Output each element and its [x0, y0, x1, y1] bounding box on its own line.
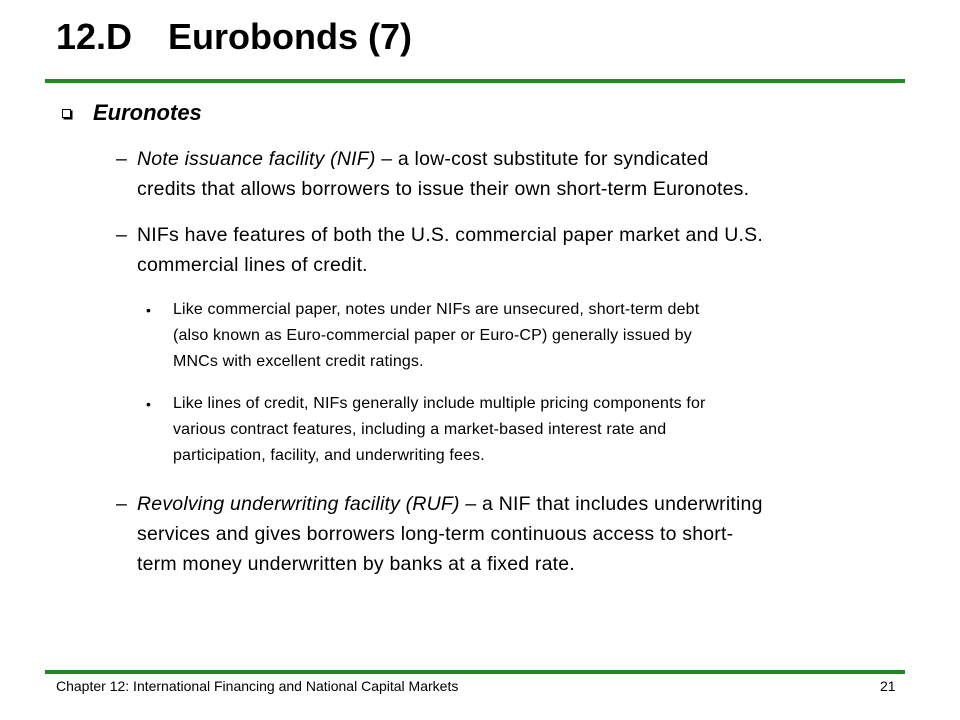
bullet-line: services and gives borrowers long-term continuous access to short-: [137, 523, 734, 545]
title-text: Eurobonds (7): [168, 16, 412, 57]
sub-bullet-line: MNCs with excellent credit ratings.: [173, 353, 424, 370]
sub-bullet-line: Like commercial paper, notes under NIFs are unsecured, short-term debt: [173, 301, 700, 318]
dash-bullet: –: [116, 493, 128, 515]
dot-bullet: •: [146, 302, 152, 318]
section-heading: Euronotes: [93, 100, 202, 125]
sub-bullet-lines-of-credit: [146, 391, 906, 469]
bullet-line: NIFs have features of both the U.S. commercial paper market and U.S.: [137, 224, 763, 246]
dot-bullet: •: [146, 396, 152, 412]
title-number: 12.D: [56, 16, 133, 57]
bullet-item-nif-features: [116, 220, 916, 280]
slide-title: [56, 16, 412, 58]
footer-divider: [45, 670, 905, 674]
sub-bullet-line: Like lines of credit, NIFs generally include multiple pricing components for: [173, 395, 706, 412]
sub-bullet-line: various contract features, including a market-based interest rate and: [173, 421, 667, 438]
footer-chapter: Chapter 12: International Financing and National Capital Markets: [56, 678, 459, 694]
bullet-line: Note issuance facility (NIF) – a low-cost substitute for syndicated: [137, 148, 709, 170]
square-bullet-icon: [62, 109, 71, 118]
sub-bullet-commercial-paper: [146, 297, 906, 375]
bullet-line: commercial lines of credit.: [137, 254, 368, 276]
sub-bullet-line: participation, facility, and underwriting fees.: [173, 447, 485, 464]
dash-bullet: –: [116, 148, 128, 170]
bullet-item-nif: [116, 144, 916, 204]
dash-bullet: –: [116, 224, 128, 246]
bullet-line: term money underwritten by banks at a fixed rate.: [137, 553, 575, 575]
bullet-line: credits that allows borrowers to issue their own short-term Euronotes.: [137, 178, 750, 200]
term-ruf: Revolving underwriting facility (RUF): [137, 493, 460, 515]
section-heading-row: [62, 98, 202, 128]
bullet-line: Revolving underwriting facility (RUF) – a NIF that includes underwriting: [137, 493, 763, 515]
title-divider: [45, 79, 905, 83]
page-number: 21: [880, 678, 896, 694]
bullet-item-ruf: [116, 489, 916, 579]
sub-bullet-line: (also known as Euro-commercial paper or Euro-CP) generally issued by: [173, 327, 692, 344]
term-nif: Note issuance facility (NIF): [137, 148, 376, 170]
